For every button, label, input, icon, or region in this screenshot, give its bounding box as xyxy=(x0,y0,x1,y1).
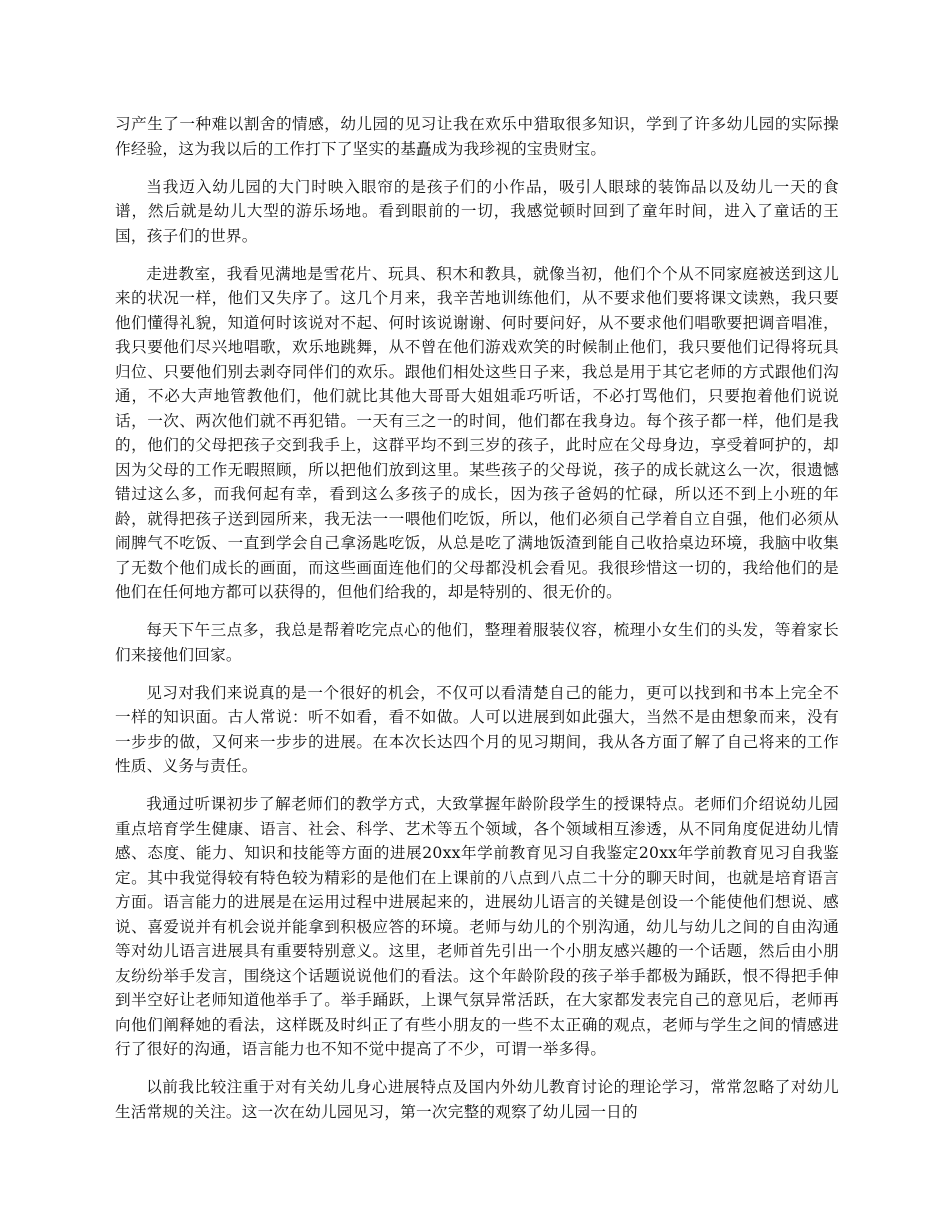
document-page xyxy=(115,112,839,1138)
paragraph: 以前我比较注重于对有关幼儿身心进展特点及国内外幼儿教育讨论的理论学习，常常忽略了对幼儿生活常规的关注。这一次在幼儿园见习，第一次完整的观察了幼儿园一日的 xyxy=(115,1078,839,1121)
paragraph: 每天下午三点多，我总是帮着吃完点心的他们，整理着服装仪容，梳理小女生们的头发，等着家长们来接他们回家。 xyxy=(115,621,839,664)
paragraph: 见习对我们来说真的是一个很好的机会，不仅可以看清楚自己的能力，更可以找到和书本上完全不一样的知识面。古人常说：听不如看，看不如做。人可以进展到如此强大，当然不是由想象而来，没有一步步的做，又何来一步步的进展。在本次长达四个月的见习期间，我从各方面了解了自己将来的工作性质、义务与责任。 xyxy=(115,683,839,775)
paragraph: 我通过听课初步了解老师们的教学方式，大致掌握年龄阶段学生的授课特点。老师们介绍说幼儿园重点培育学生健康、语言、社会、科学、艺术等五个领域，各个领域相互渗透，从不同角度促进幼儿情感、态度、能力、知识和技能等方面的进展20xx年学前教育见习自我鉴定20xx年学前教育见习自我鉴定。其中我觉得较有特色较为精彩的是他们在上课前的八点到八点二十分的聊天时间，也就是培育语言方面。语言能力的进展是在运用过程中进展起来的，进展幼儿语言的关键是创设一个能使他们想说、感说、喜爱说并有机会说并能拿到积极应答的环境。老师与幼儿的个别沟通，幼儿与幼儿之间的自由沟通等对幼儿语言进展具有重要特别意义。这里，老师首先引出一个小朋友感兴趣的一个话题，然后由小朋友纷纷举手发言，围绕这个话题说说他们的看法。这个年龄阶段的孩子举手都极为踊跃，恨不得把手伸到半空好让老师知道他举手了。举手踊跃，上课气氛异常活跃，在大家都发表完自己的意见后，老师再向他们阐释她的看法，这样既及时纠正了有些小朋友的一些不太正确的观点，老师与学生之间的情感进行了很好的沟通，语言能力也不知不觉中提高了不少，可谓一举多得。 xyxy=(115,795,839,1058)
paragraph: 走进教室，我看见满地是雪花片、玩具、积木和教具，就像当初，他们个个从不同家庭被送到这儿来的状况一样，他们又失序了。这几个月来，我辛苦地训练他们，从不要求他们要将课文读熟，我只要他们懂得礼貌，知道何时该说对不起、何时该说谢谢、何时要问好，从不要求他们唱歌要把调音唱准，我只要他们尽兴地唱歌，欢乐地跳舞，从不曾在他们游戏欢笑的时候制止他们，我只要他们记得将玩具归位、只要他们别去剥夺同伴们的欢乐。跟他们相处这些日子来，我总是用于其它老师的方式跟他们沟通，不必大声地管教他们，他们就比其他大哥哥大姐姐乖巧听话，不必打骂他们，只要抱着他们说说话，一次、两次他们就不再犯错。一天有三之一的时间，他们都在我身边。每个孩子都一样，他们是我的，他们的父母把孩子交到我手上，这群平均不到三岁的孩子，此时应在父母身边，享受着呵护的，却因为父母的工作无暇照顾，所以把他们放到这里。某些孩子的父母说，孩子的成长就这么一次，很遗憾错过这么多，而我何起有幸，看到这么多孩子的成长，因为孩子爸妈的忙碌，所以还不到上小班的年龄，就得把孩子送到园所来，我无法一一喂他们吃饭，所以，他们必须自己学着自立自强，他们必须从闹脾气不吃饭、一直到学会自己拿汤匙吃饭，从总是吃了满地饭渣到能自己收拾桌边环境，我脑中收集了无数个他们成长的画面，而这些画面连他们的父母都没机会看见。我很珍惜这一切的，我给他们的是他们在任何地方都可以获得的，但他们给我的，却是特别的、很无价的。 xyxy=(115,264,839,601)
paragraph: 习产生了一种难以割舍的情感，幼儿园的见习让我在欢乐中猎取很多知识，学到了许多幼儿园的实际操作经验，这为我以后的工作打下了坚实的基矗成为我珍视的宝贵财宝。 xyxy=(115,115,839,158)
paragraph: 当我迈入幼儿园的大门时映入眼帘的是孩子们的小作品，吸引人眼球的装饰品以及幼儿一天的食谱，然后就是幼儿大型的游乐场地。看到眼前的一切，我感觉顿时回到了童年时间，进入了童话的王国，孩子们的世界。 xyxy=(115,177,839,245)
